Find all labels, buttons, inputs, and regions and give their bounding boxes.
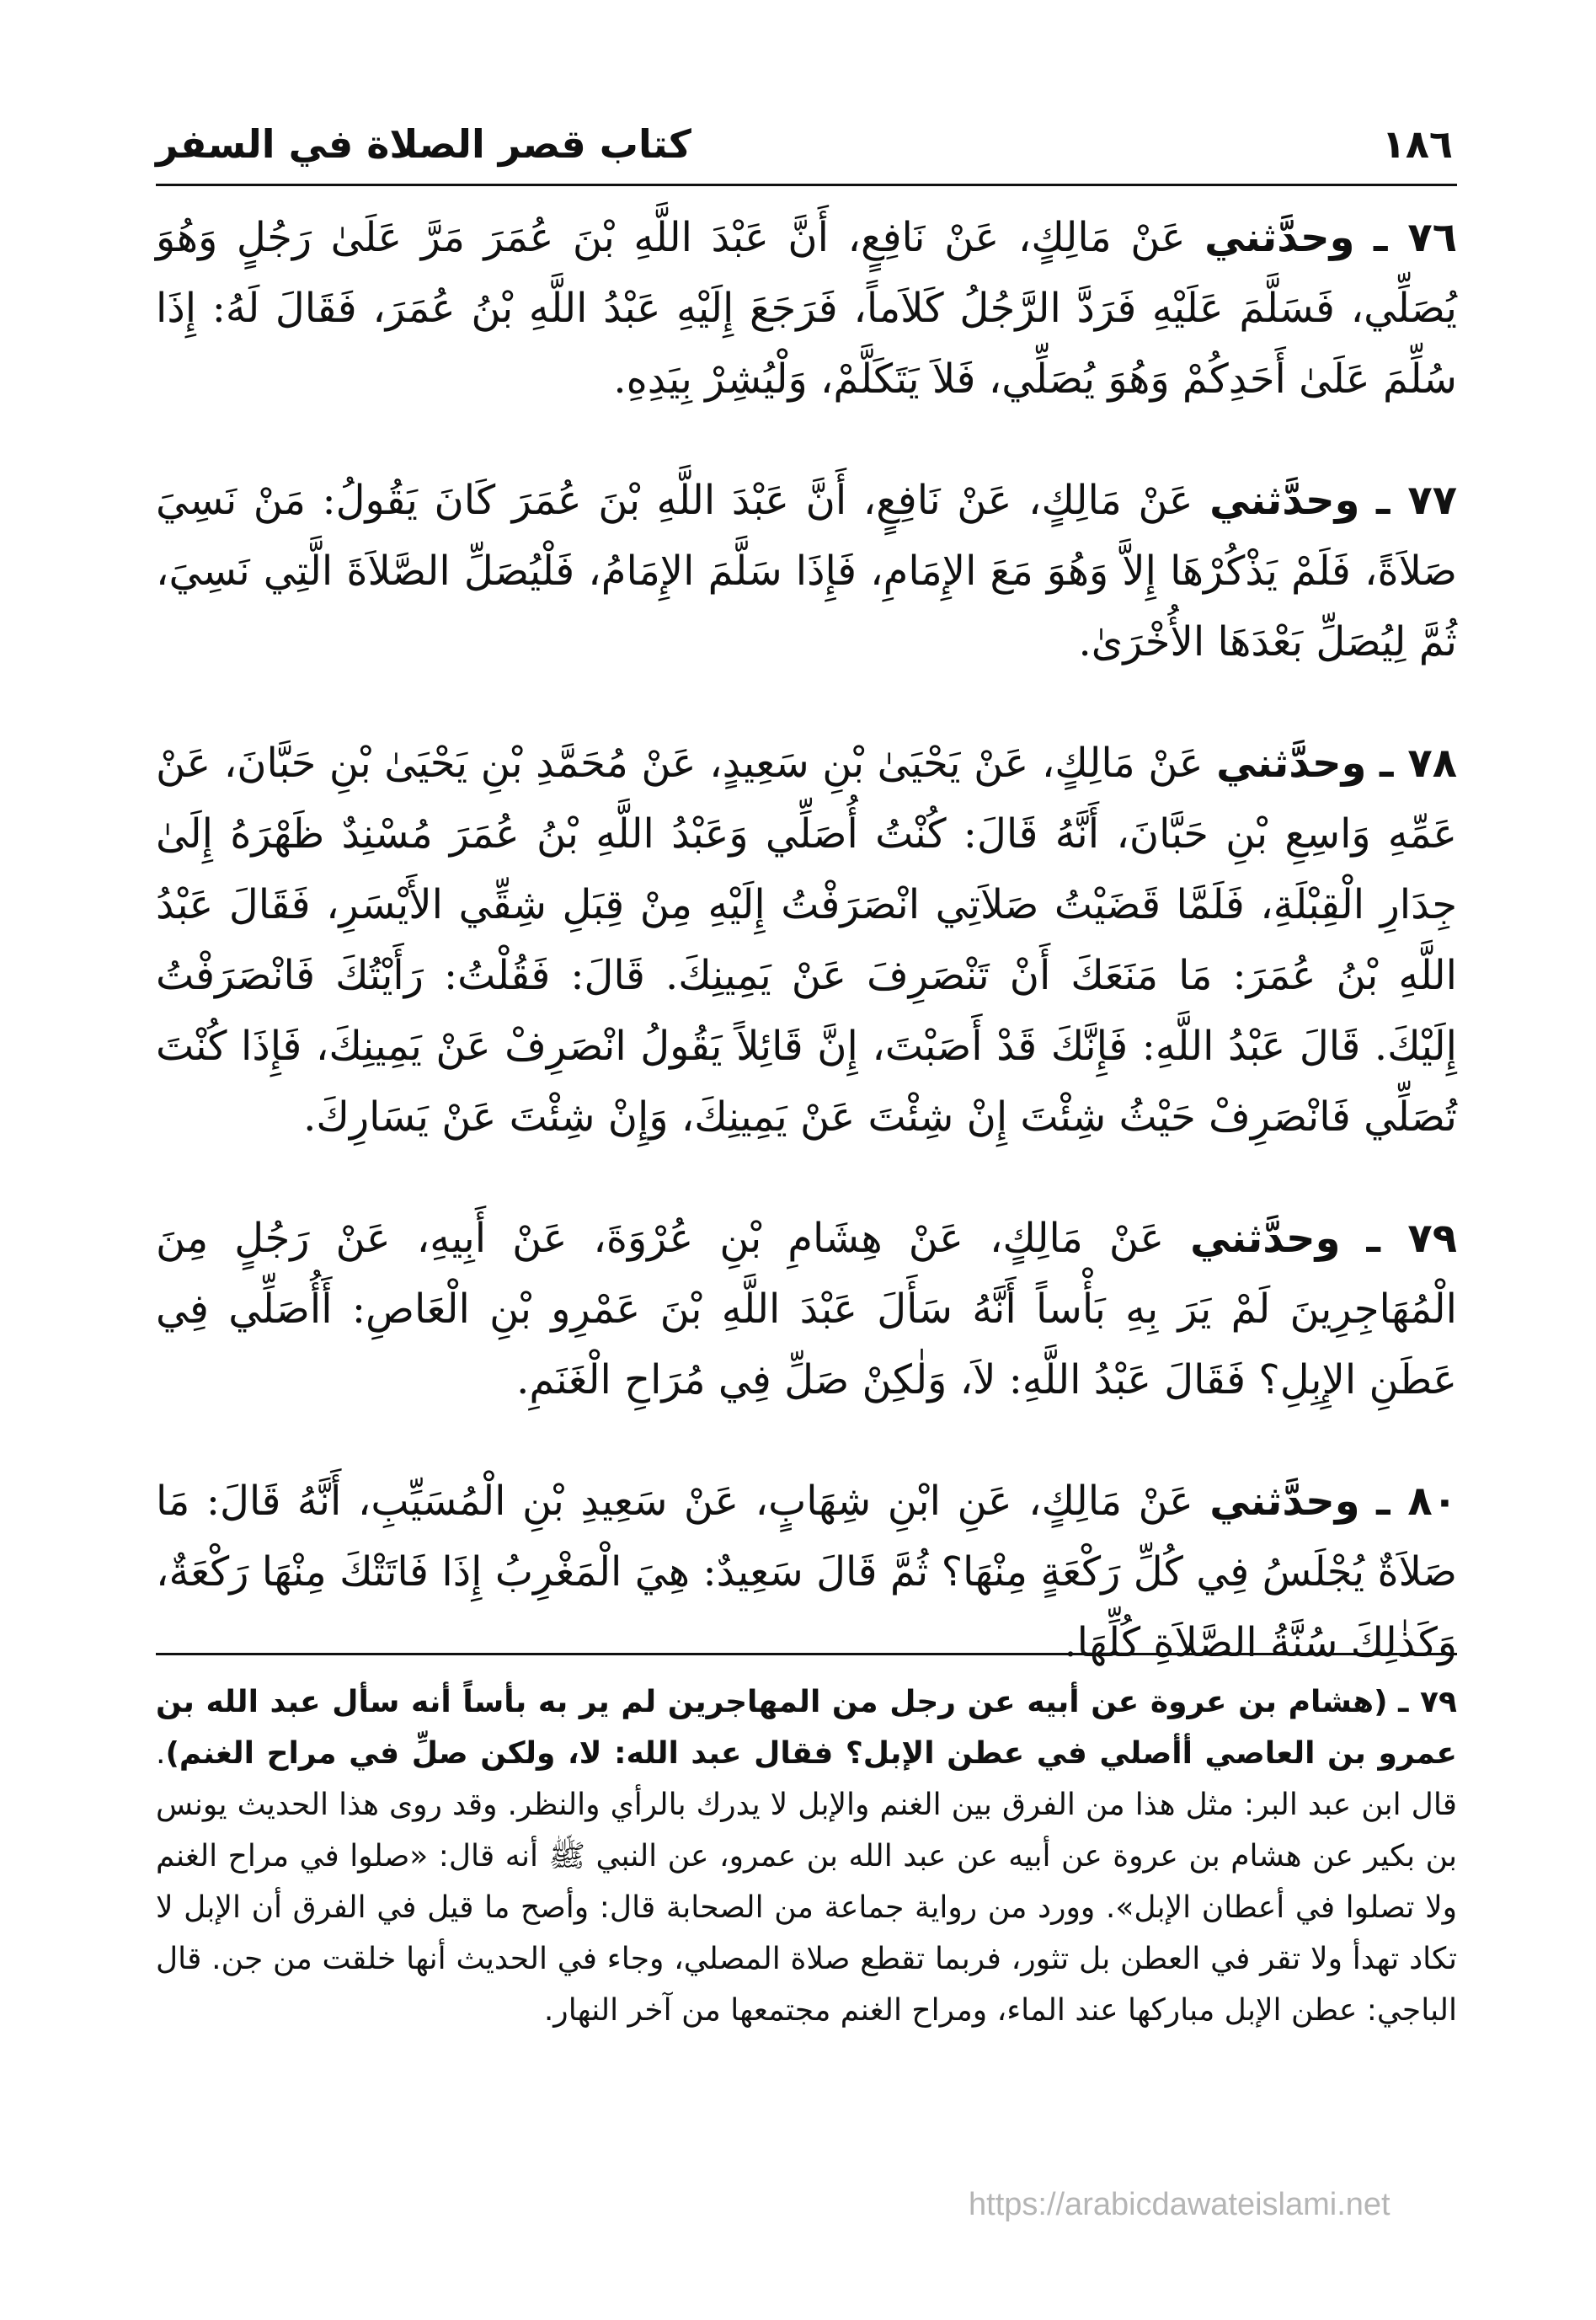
hadith-text: عَنْ مَالِكٍ، عَنْ هِشَامِ بْنِ عُرْوَةَ، عَنْ أَبِيهِ، عَنْ رَجُلٍ مِنَ الْمُهَاجِرِينَ لَمْ يَرَ بِهِ بَأْساً أَنَّهُ سَأَلَ عَبْدَ اللَّهِ بْنَ عَمْرِو بْنِ الْعَاصِ: أَأُصَلِّي فِي عَطَنِ الإِبِلِ؟ فَقَالَ عَبْدُ اللَّهِ: لاَ، وَلٰكِنْ صَلِّ فِي مُرَاحِ الْغَنَمِ. xyxy=(156,1215,1458,1403)
hadith-lead: وحدَّثني xyxy=(1209,477,1360,524)
footnote-number: ٧٩ ـ xyxy=(1398,1685,1457,1719)
hadith-76 xyxy=(156,202,1457,414)
hadith-number: ٧٦ ـ xyxy=(1373,214,1458,261)
page-number: ١٨٦ xyxy=(1381,121,1453,167)
hadith-lead: وحدَّثني xyxy=(1209,1478,1360,1525)
main-text xyxy=(156,202,1457,1729)
hadith-lead: وحدَّثني xyxy=(1190,1215,1341,1262)
hadith-number: ٧٨ ـ xyxy=(1379,740,1458,787)
header-divider xyxy=(156,184,1457,186)
hadith-number: ٧٧ ـ xyxy=(1376,477,1458,524)
hadith-lead: وحدَّثني xyxy=(1204,214,1355,261)
hadith-number: ٨٠ ـ xyxy=(1376,1478,1458,1525)
hadith-79 xyxy=(156,1203,1457,1415)
watermark-url: https://arabicdawateislami.net xyxy=(969,2187,1390,2222)
hadith-lead: وحدَّثني xyxy=(1216,740,1367,787)
running-title: كتاب قصر الصلاة في السفر xyxy=(156,121,691,167)
footnote-divider xyxy=(156,1653,1457,1655)
hadith-number: ٧٩ ـ xyxy=(1366,1215,1457,1262)
hadith-78 xyxy=(156,728,1457,1152)
hadith-text: عَنْ مَالِكٍ، عَنِ ابْنِ شِهَابٍ، عَنْ سَعِيدِ بْنِ الْمُسَيِّبِ، أَنَّهُ قَالَ: مَا صَلاَةٌ يُجْلَسُ فِي كُلِّ رَكْعَةٍ مِنْهَا؟ ثُمَّ قَالَ سَعِيدٌ: هِيَ الْمَغْرِبُ إِذَا فَاتَتْكَ مِنْهَا رَكْعَةٌ، وَكَذٰلِكَ سُنَّةُ الصَّلاَةِ كُلِّهَا. xyxy=(156,1478,1457,1666)
hadith-text: عَنْ مَالِكٍ، عَنْ يَحْيَىٰ بْنِ سَعِيدٍ، عَنْ مُحَمَّدِ بْنِ يَحْيَىٰ بْنِ حَبَّانَ، عَنْ عَمِّهِ وَاسِعِ بْنِ حَبَّانَ، أَنَّهُ قَالَ: كُنْتُ أُصَلِّي وَعَبْدُ اللَّهِ بْنُ عُمَرَ مُسْنِدٌ ظَهْرَهُ إِلَىٰ جِدَارِ الْقِبْلَةِ، فَلَمَّا قَضَيْتُ صَلاَتِي انْصَرَفْتُ إِلَيْهِ مِنْ قِبَلِ شِقِّي الأَيْسَرِ، فَقَالَ عَبْدُ اللَّهِ بْنُ عُمَرَ: مَا مَنَعَكَ أَنْ تَنْصَرِفَ عَنْ يَمِينِكَ. قَالَ: فَقُلْتُ: رَأَيْتُكَ فَانْصَرَفْتُ إِلَيْكَ. قَالَ عَبْدُ اللَّهِ: فَإِنَّكَ قَدْ أَصَبْتَ، إِنَّ قَائِلاً يَقُولُ انْصَرِفْ عَنْ يَمِينِكَ، فَإِذَا كُنْتَ تُصَلِّي فَانْصَرِفْ حَيْثُ شِئْتَ إِنْ شِئْتَ عَنْ يَمِينِكَ، وَإِنْ شِئْتَ عَنْ يَسَارِكَ. xyxy=(156,740,1457,1141)
hadith-text: عَنْ مَالِكٍ، عَنْ نَافِعٍ، أَنَّ عَبْدَ اللَّهِ بْنَ عُمَرَ كَانَ يَقُولُ: مَنْ نَسِيَ صَلاَةً، فَلَمْ يَذْكُرْهَا إِلاَّ وَهُوَ مَعَ الإِمَامِ، فَإِذَا سَلَّمَ الإِمَامُ، فَلْيُصَلِّ الصَّلاَةَ الَّتِي نَسِيَ، ثُمَّ لِيُصَلِّ بَعْدَهَا الأُخْرَىٰ. xyxy=(156,477,1457,666)
hadith-77 xyxy=(156,465,1457,677)
hadith-80 xyxy=(156,1466,1457,1678)
page-header xyxy=(156,118,1453,177)
footnote-79 xyxy=(156,1676,1457,2036)
footnote-quoted-text: (هشام بن عروة عن أبيه عن رجل من المهاجرين لم ير به بأساً أنه سأل عبد الله بن عمرو بن العاصي أأصلي في عطن الإبل؟ فقال عبد الله: لا، ولكن صلِّ في مراح الغنم) xyxy=(156,1685,1457,1771)
hadith-text: عَنْ مَالِكٍ، عَنْ نَافِعٍ، أَنَّ عَبْدَ اللَّهِ بْنَ عُمَرَ مَرَّ عَلَىٰ رَجُلٍ وَهُوَ يُصَلِّي، فَسَلَّمَ عَلَيْهِ فَرَدَّ الرَّجُلُ كَلاَماً، فَرَجَعَ إِلَيْهِ عَبْدُ اللَّهِ بْنُ عُمَرَ، فَقَالَ لَهُ: إِذَا سُلِّمَ عَلَىٰ أَحَدِكُمْ وَهُوَ يُصَلِّي، فَلاَ يَتَكَلَّمْ، وَلْيُشِرْ بِيَدِهِ. xyxy=(156,214,1458,403)
footnote-commentary: . قال ابن عبد البر: مثل هذا من الفرق بين الغنم والإبل لا يدرك بالرأي والنظر. وقد روى هذا الحديث يونس بن بكير عن هشام بن عروة عن أبيه عن عبد الله بن عمرو، عن النبي ﷺ أنه قال: «صلوا في مراح الغنم ولا تصلوا في أعطان الإبل». وورد من رواية جماعة من الصحابة قال: وأصح ما قيل في الفرق أن الإبل لا تكاد تهدأ ولا تقر في العطن بل تثور، فربما تقطع صلاة المصلي، وجاء في الحديث أنها خلقت من جن. قال الباجي: عطن الإبل مباركها عند الماء، ومراح الغنم مجتمعها من آخر النهار. xyxy=(156,1736,1457,2028)
